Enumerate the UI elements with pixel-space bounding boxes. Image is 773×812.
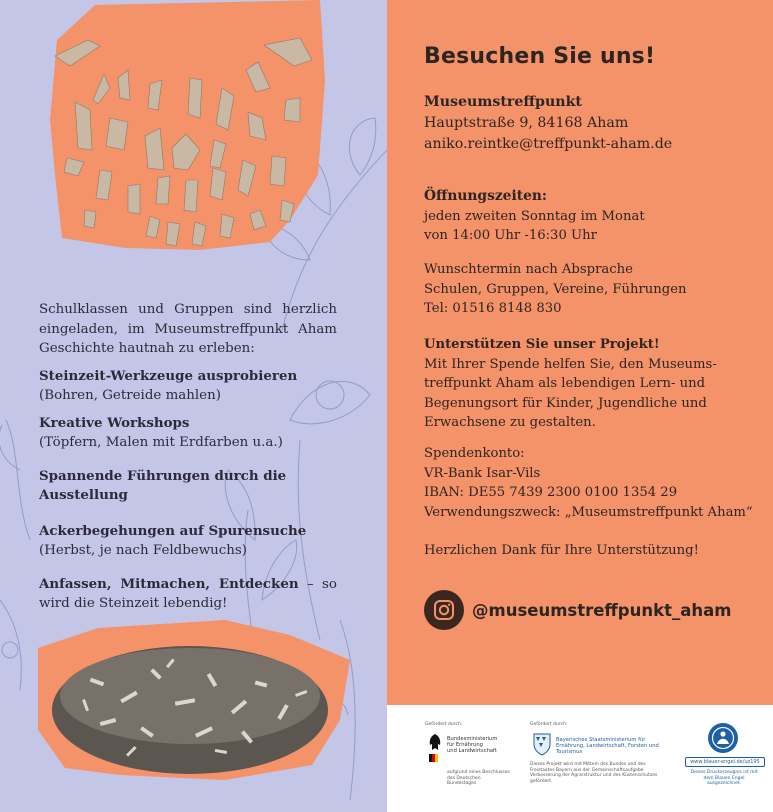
activity-detail: (Bohren, Getreide mahlen) [39, 388, 221, 403]
purpose: Verwendungszweck: „Museumstreffpunkt Aham“ [424, 504, 753, 520]
support-line: Begenungsort für Kinder, Jugendliche und [424, 395, 707, 411]
appointment-line: Schulen, Gruppen, Vereine, Führungen [424, 281, 687, 297]
appointment-block [424, 260, 687, 319]
bmel-name [447, 736, 497, 755]
hours-block [424, 187, 645, 246]
bavarian-ministry-name [556, 737, 668, 756]
blue-angel-icon [707, 722, 739, 754]
activity-detail: (Töpfern, Malen mit Erdfarben u.a.) [39, 435, 283, 450]
bavarian-note: Dieses Projekt wird mit Mitteln des Bundes und des Freistaates Bayern aus der Gemeinschaftsaufgabe Verbesserung der Agrarstruktur und des Küstenschutzes gefördert. [530, 762, 658, 784]
support-line: Mit Ihrer Spende helfen Sie, den Museums- [424, 356, 717, 372]
blauer-engel-url[interactable]: www.blauer-engel.de/uz195 [685, 757, 765, 767]
grinding-stone-image [0, 600, 387, 812]
closing-bold: Anfassen, Mitmachen, Entdecken [39, 575, 299, 592]
activity-title: Spannende Führungen durch die Ausstellung [39, 467, 287, 503]
bavarian-crest-icon [532, 732, 552, 756]
hours-line: jeden zweiten Sonntag im Monat [424, 208, 645, 224]
museum-name: Museumstreffpunkt [424, 94, 582, 110]
iban: IBAN: DE55 7439 2300 0100 1354 29 [424, 485, 678, 500]
bmel-line: für Ernährung [447, 742, 483, 749]
visit-heading: Besuchen Sie uns! [424, 44, 656, 69]
instagram-handle: @museumstreffpunkt_aham [472, 600, 732, 620]
closing-rest: – so wird die Steinzeit lebendig! [39, 576, 337, 611]
bmel-logo [425, 722, 510, 802]
activity-item [39, 414, 337, 453]
bmel-note-line: des Deutschen Bundestages [447, 775, 481, 786]
activity-title: Ackerbegehungen auf Spurensuche [39, 522, 307, 539]
activity-title: Steinzeit-Werkzeuge ausprobieren [39, 367, 298, 384]
activity-item [39, 367, 337, 406]
activity-item [39, 522, 337, 561]
support-block [424, 335, 717, 433]
blauer-engel-logo [685, 722, 765, 802]
funded-label: Gefördert durch: [530, 722, 568, 727]
federal-eagle-icon [427, 732, 443, 762]
bmel-line: und Landwirtschaft [447, 748, 497, 755]
instagram-icon [424, 590, 464, 630]
activity-item [39, 467, 337, 506]
bavarian-ministry-logo [530, 722, 670, 802]
activity-detail: (Herbst, je nach Feldbewuchs) [39, 543, 248, 558]
bmel-note-line: aufgrund eines Beschlusses [447, 770, 510, 775]
bank-name: VR-Bank Isar-Vils [424, 465, 541, 481]
phone: Tel: 01516 8148 830 [424, 301, 562, 316]
address: Hauptstraße 9, 84168 Aham [424, 115, 629, 131]
appointment-line: Wunschtermin nach Absprache [424, 262, 633, 277]
support-title: Unterstützen Sie unser Projekt! [424, 337, 660, 352]
bmel-note [447, 770, 510, 787]
account-label: Spendenkonto: [424, 446, 525, 461]
account-block [424, 444, 753, 561]
address-block [424, 92, 672, 155]
blauer-engel-note: Dieses Druckerzeugnis ist mit dem Blauen Engel ausgezeichnet. [690, 770, 758, 786]
left-text-column [39, 300, 337, 614]
email-link[interactable]: aniko.reintke@treffpunkt-aham.de [424, 136, 673, 152]
bavarian-line: Bayerisches Staatsministerium für [556, 737, 646, 743]
support-line: Erwachsene zu gestalten. [424, 415, 596, 430]
thanks: Herzlichen Dank für Ihre Unterstützung! [424, 543, 699, 558]
funded-label: Gefördert durch: [425, 722, 463, 727]
bmel-line: Bundesministerium [447, 736, 498, 742]
instagram-link[interactable] [424, 590, 731, 630]
hours-line: von 14:00 Uhr -16:30 Uhr [424, 228, 597, 243]
intro-text: Schulklassen und Gruppen sind herzlich eingeladen, im Museumstreffpunkt Aham Geschichte hautnah zu erleben: [39, 302, 337, 356]
activity-title: Kreative Workshops [39, 414, 190, 431]
bavarian-line: Ernährung, Landwirtschaft, Forsten und Tourismus [556, 743, 659, 756]
hours-title: Öffnungszeiten: [424, 188, 547, 204]
stone-tools-image [0, 0, 387, 300]
support-line: treffpunkt Aham als lebendigen Lern- und [424, 376, 706, 391]
